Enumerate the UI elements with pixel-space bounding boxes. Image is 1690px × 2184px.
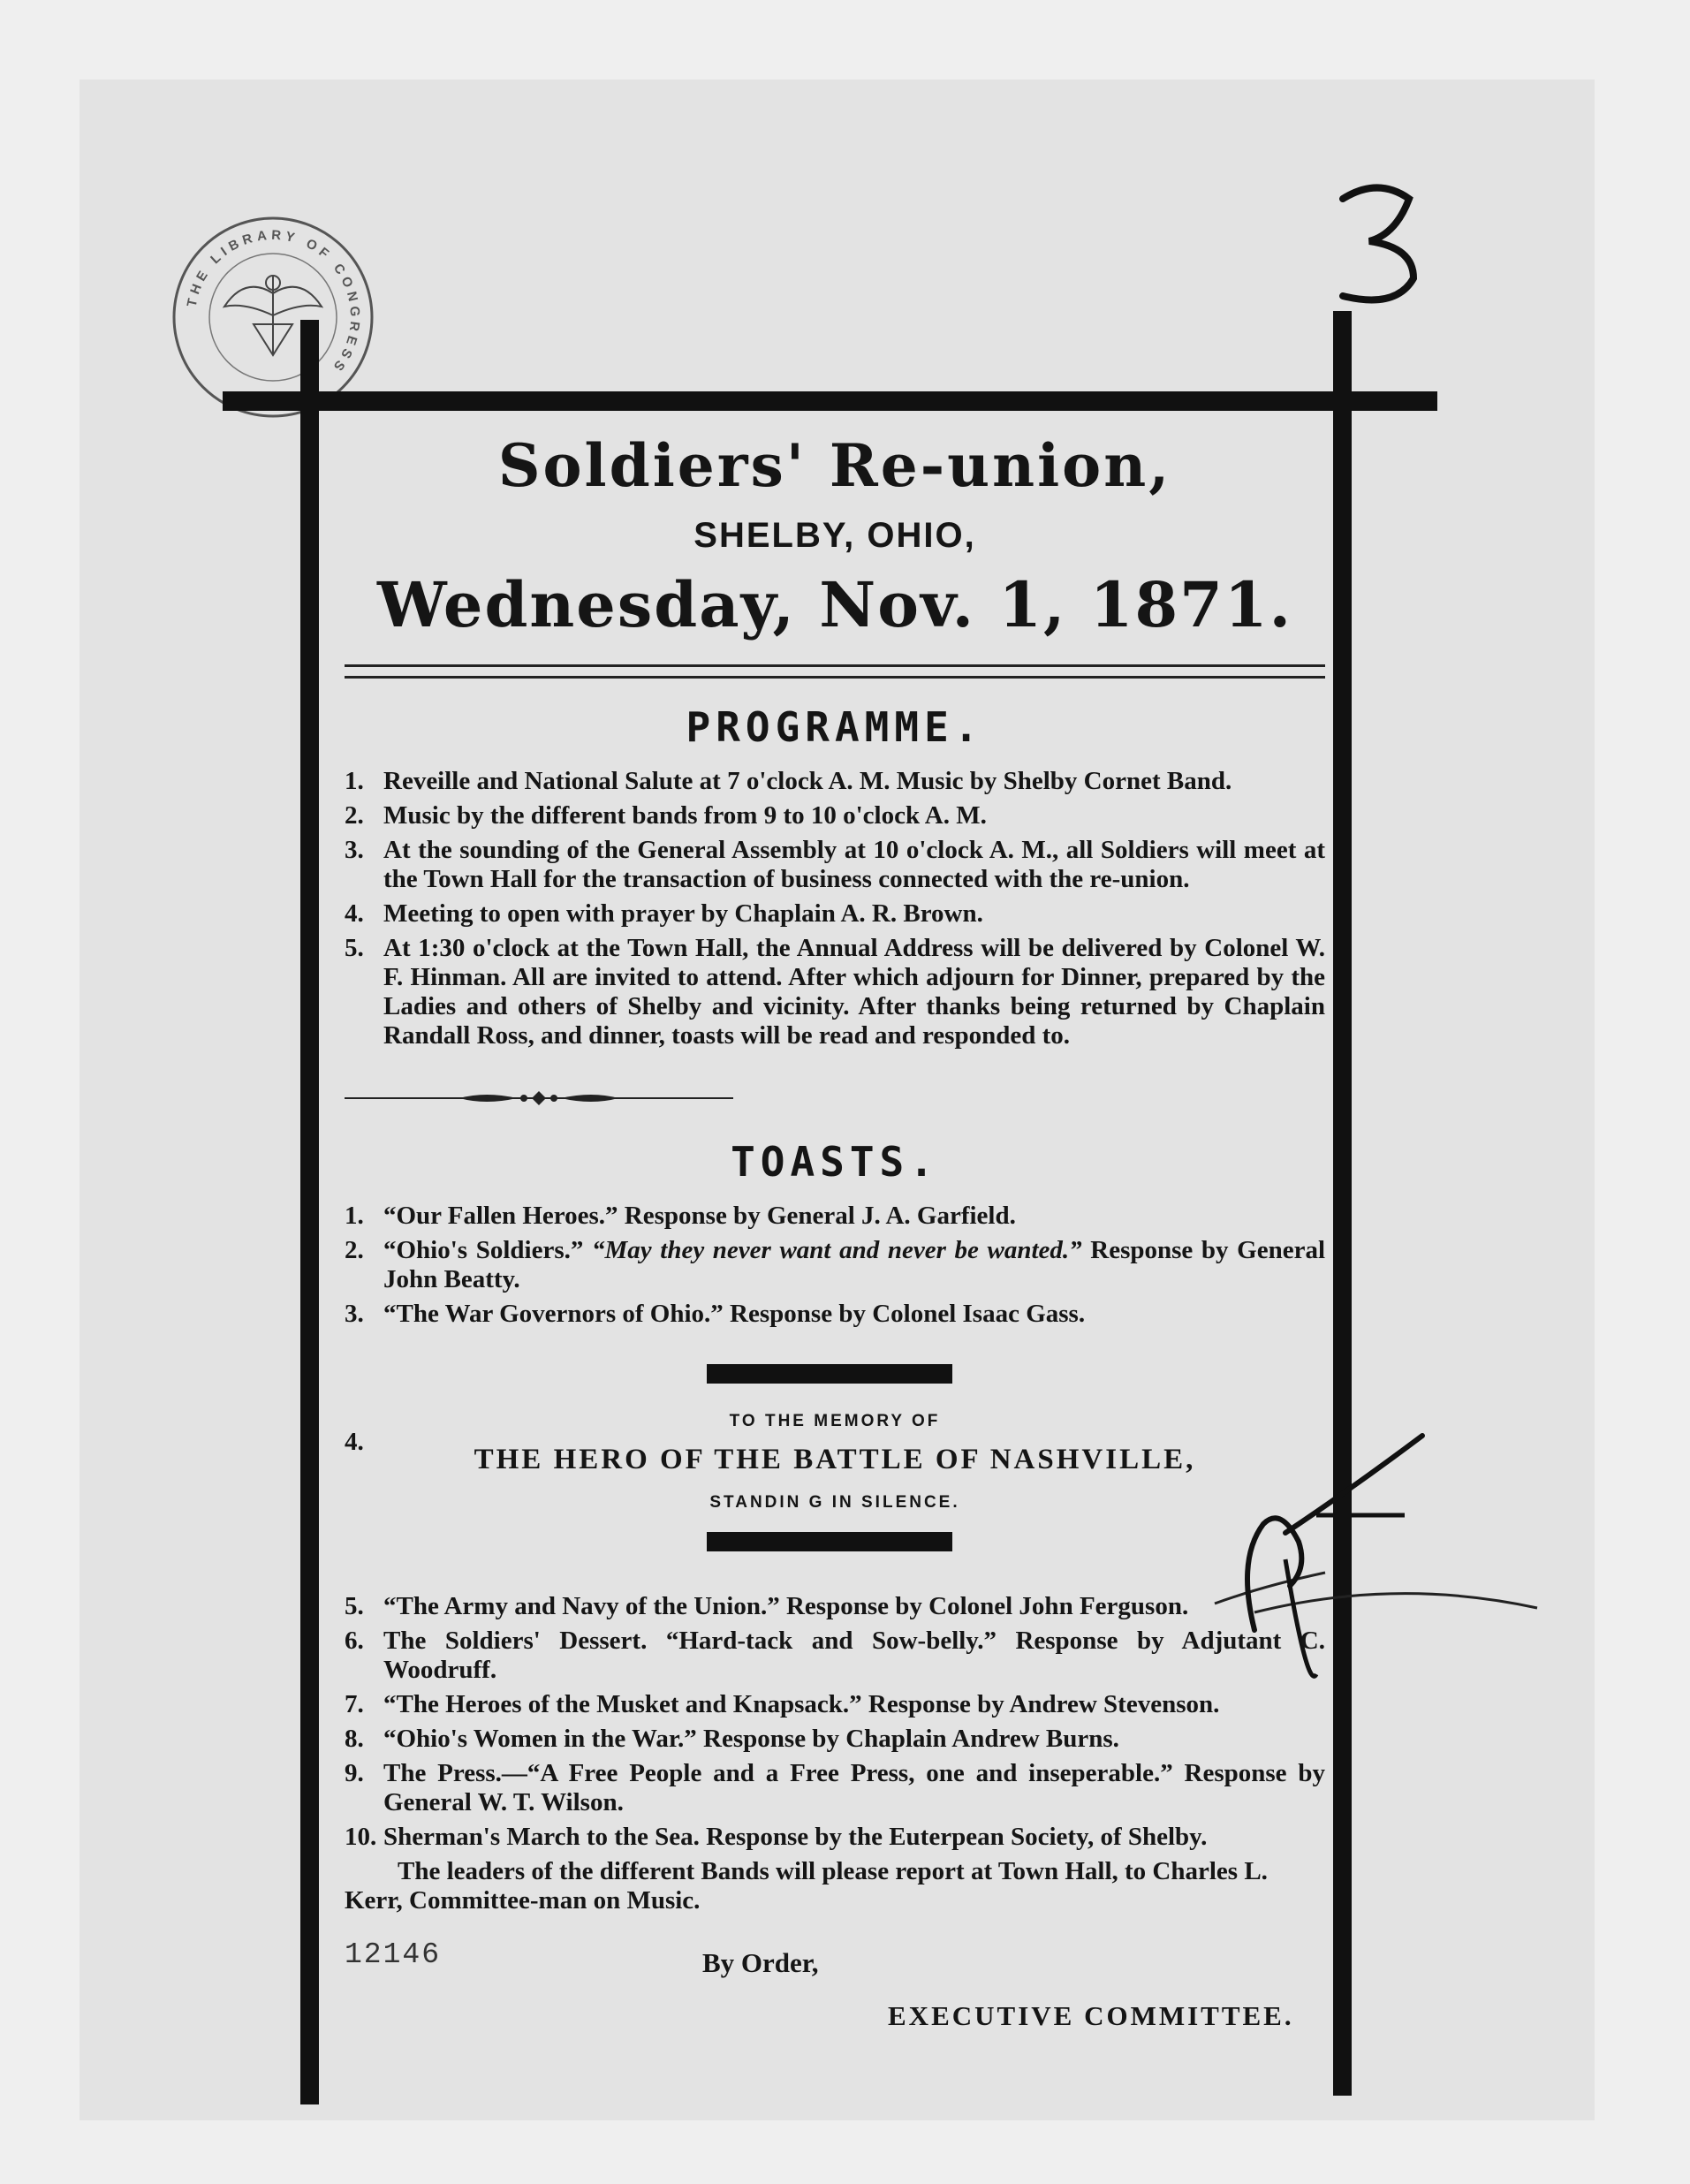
toast-item [345,1592,1325,1621]
programme-item [345,899,1325,929]
memorial-line-3: STANDIN G IN SILENCE. [709,1493,960,1512]
item-number: 3. [345,836,364,864]
item-text: Sherman's March to the Sea. Response by the Euterpean Society, of Shelby. [383,1823,1208,1851]
programme-list [345,767,1325,1050]
toast-item [345,1627,1325,1685]
memorial-top-bar [707,1364,952,1384]
item-number: 2. [345,1236,364,1264]
programme-item [345,934,1325,1050]
item-number: 3. [345,1300,364,1328]
toast-item [345,1759,1325,1817]
item-number: 4. [345,1428,364,1456]
ornament-divider [345,1088,733,1109]
item-text: Reveille and National Salute at 7 o'clock A. M. Music by Shelby Cornet Band. [383,767,1232,795]
toast-item [345,1202,1325,1231]
item-text: The Press.—“A Free People and a Free Press, one and inseperable.” Response by General W. T. Wilson. [383,1759,1325,1816]
closing-notice: The leaders of the different Bands will please report at Town Hall, to Charles L. Kerr, Committee-man on Music. [345,1857,1268,1915]
memorial-bottom-bar [707,1532,952,1551]
item-number: 2. [345,801,364,830]
frame-right-bar [1333,311,1352,2096]
toast-item [345,1690,1325,1719]
toasts-list-continued [345,1592,1325,1852]
handwritten-page-number [1325,172,1431,314]
item-number: 6. [345,1627,364,1655]
programme-item [345,801,1325,830]
item-text: “Our Fallen Heroes.” Response by General J. A. Garfield. [383,1202,1016,1230]
item-number: 5. [345,1592,364,1620]
toast-item [345,1823,1325,1852]
memorial-line-2: THE HERO OF THE BATTLE OF NASHVILLE, [474,1444,1196,1475]
item-text: At 1:30 o'clock at the Town Hall, the Annual Address will be delivered by Colonel W. F. Hinman. All are invited to attend. After which adjourn for Dinner, prepared by the Ladies and others of Shelby and vicinity. After thanks being returned by Chaplain Randall Ross, and dinner, toasts will be read and responded to. [383,934,1325,1050]
broadside-content [345,415,1325,2048]
item-text: Music by the different bands from 9 to 10 o'clock A. M. [383,801,987,830]
toasts-list [345,1202,1325,1329]
catalog-number: 12146 [345,1938,442,1971]
page-title: Soldiers' Re-union, [497,431,1172,500]
item-number: 1. [345,1202,364,1230]
memorial-toast [345,1364,1325,1576]
programme-item [345,767,1325,796]
item-number: 10. [345,1823,377,1851]
item-text: The Soldiers' Dessert. “Hard-tack and Sow-belly.” Response by Adjutant C. Woodruff. [383,1627,1325,1684]
item-number: 9. [345,1759,364,1787]
item-text: Meeting to open with prayer by Chaplain A. R. Brown. [383,899,983,928]
toast-item [345,1725,1325,1754]
item-text: “The War Governors of Ohio.” Response by Colonel Isaac Gass. [383,1300,1086,1328]
signature-committee: EXECUTIVE COMMITTEE. [888,2000,1294,2031]
toast-item [345,1300,1325,1329]
item-text: At the sounding of the General Assembly at 10 o'clock A. M., all Soldiers will meet at the Town Hall for the transaction of business connected with the re-union. [383,836,1325,893]
frame-top-bar [223,391,1437,411]
item-text [383,1236,1325,1294]
item-number: 4. [345,899,364,928]
footer [345,1924,1325,2048]
item-number: 8. [345,1725,364,1753]
toasts-heading: TOASTS. [731,1138,939,1186]
programme-heading: PROGRAMME. [686,703,984,751]
toast-response: Response by General John Beatty. [383,1236,1325,1293]
programme-item [345,836,1325,894]
stamp-text: THE LIBRARY OF CONGRESS [184,227,363,377]
event-place: SHELBY, OHIO, [693,516,976,555]
toast-motto: “May they never want and never be wanted.” [591,1236,1082,1264]
title-divider [345,664,1325,679]
memorial-line-1: TO THE MEMORY OF [729,1412,941,1430]
frame-left-bar [300,320,319,2104]
by-order-line: By Order, [702,1947,819,1978]
toast-item [345,1236,1325,1294]
toast-title: “Ohio's Soldiers.” [383,1236,592,1264]
item-number: 7. [345,1690,364,1718]
item-text: “The Heroes of the Musket and Knapsack.” Response by Andrew Stevenson. [383,1690,1220,1718]
event-date: Wednesday, Nov. 1, 1871. [377,568,1292,641]
item-text: “Ohio's Women in the War.” Response by Chaplain Andrew Burns. [383,1725,1119,1753]
item-number: 5. [345,934,364,962]
item-number: 1. [345,767,364,795]
library-stamp [170,214,377,421]
item-text: “The Army and Navy of the Union.” Response by Colonel John Ferguson. [383,1592,1189,1620]
